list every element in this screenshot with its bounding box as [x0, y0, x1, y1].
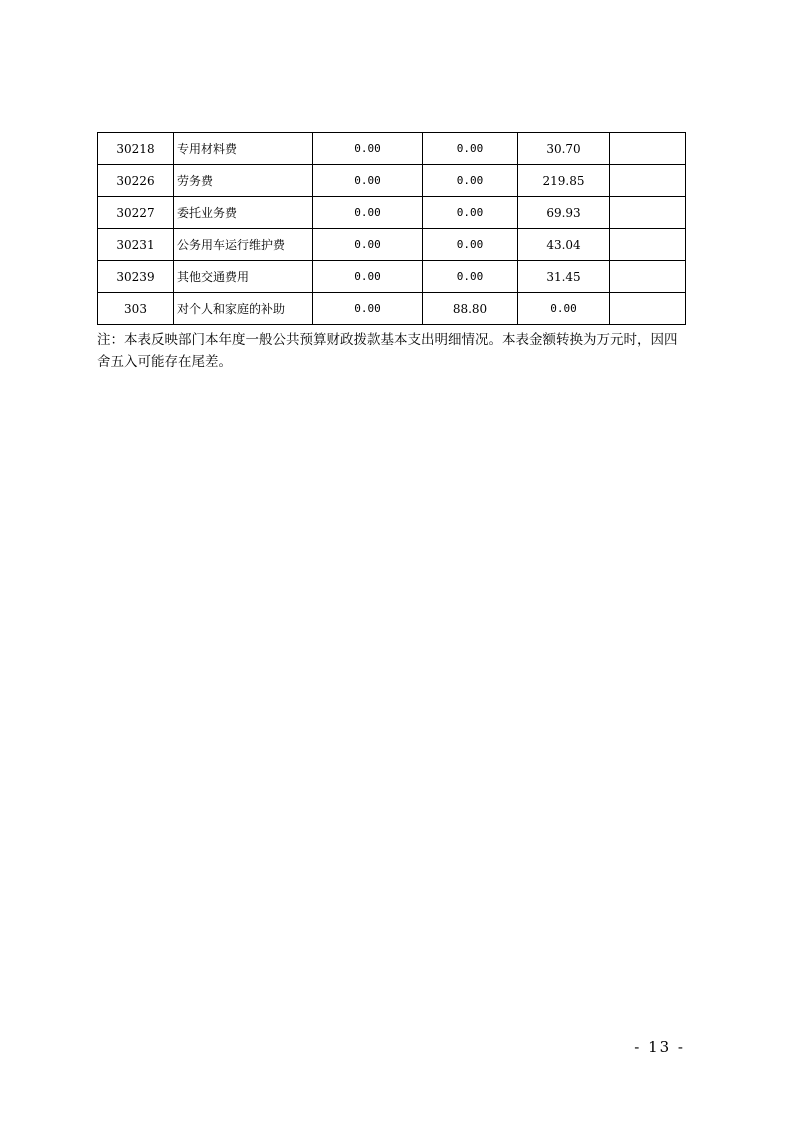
cell-code: 30218	[98, 133, 174, 165]
cell-value-1: 0.00	[313, 261, 423, 293]
cell-value-2: 0.00	[423, 229, 518, 261]
cell-code: 303	[98, 293, 174, 325]
cell-value-3: 219.85	[518, 165, 610, 197]
table-row	[98, 293, 686, 325]
cell-value-3: 69.93	[518, 197, 610, 229]
cell-name: 委托业务费	[174, 197, 313, 229]
table-row	[98, 261, 686, 293]
cell-value-2: 0.00	[423, 165, 518, 197]
cell-value-4	[610, 197, 686, 229]
cell-value-4	[610, 133, 686, 165]
cell-value-4	[610, 293, 686, 325]
table-row	[98, 133, 686, 165]
cell-code: 30239	[98, 261, 174, 293]
page-number: - 13 -	[634, 1038, 685, 1056]
cell-value-1: 0.00	[313, 165, 423, 197]
table-body	[98, 133, 686, 325]
cell-value-3: 43.04	[518, 229, 610, 261]
table-footnote: 注：本表反映部门本年度一般公共预算财政拨款基本支出明细情况。本表金额转换为万元时，因四舍五入可能存在尾差。	[97, 332, 678, 370]
cell-value-3: 31.45	[518, 261, 610, 293]
cell-name: 专用材料费	[174, 133, 313, 165]
cell-value-1: 0.00	[313, 133, 423, 165]
cell-name: 劳务费	[174, 165, 313, 197]
cell-code: 30231	[98, 229, 174, 261]
cell-value-4	[610, 165, 686, 197]
cell-value-1: 0.00	[313, 229, 423, 261]
table-row	[98, 229, 686, 261]
cell-value-2: 0.00	[423, 197, 518, 229]
cell-value-3: 0.00	[518, 293, 610, 325]
cell-name: 对个人和家庭的补助	[174, 293, 313, 325]
cell-name: 公务用车运行维护费	[174, 229, 313, 261]
table-row	[98, 197, 686, 229]
cell-value-1: 0.00	[313, 293, 423, 325]
cell-value-4	[610, 261, 686, 293]
table-row	[98, 165, 686, 197]
cell-name: 其他交通费用	[174, 261, 313, 293]
cell-value-2: 88.80	[423, 293, 518, 325]
cell-value-2: 0.00	[423, 261, 518, 293]
cell-value-4	[610, 229, 686, 261]
cell-value-1: 0.00	[313, 197, 423, 229]
budget-detail-table	[97, 132, 686, 325]
cell-code: 30226	[98, 165, 174, 197]
cell-value-3: 30.70	[518, 133, 610, 165]
cell-code: 30227	[98, 197, 174, 229]
cell-value-2: 0.00	[423, 133, 518, 165]
